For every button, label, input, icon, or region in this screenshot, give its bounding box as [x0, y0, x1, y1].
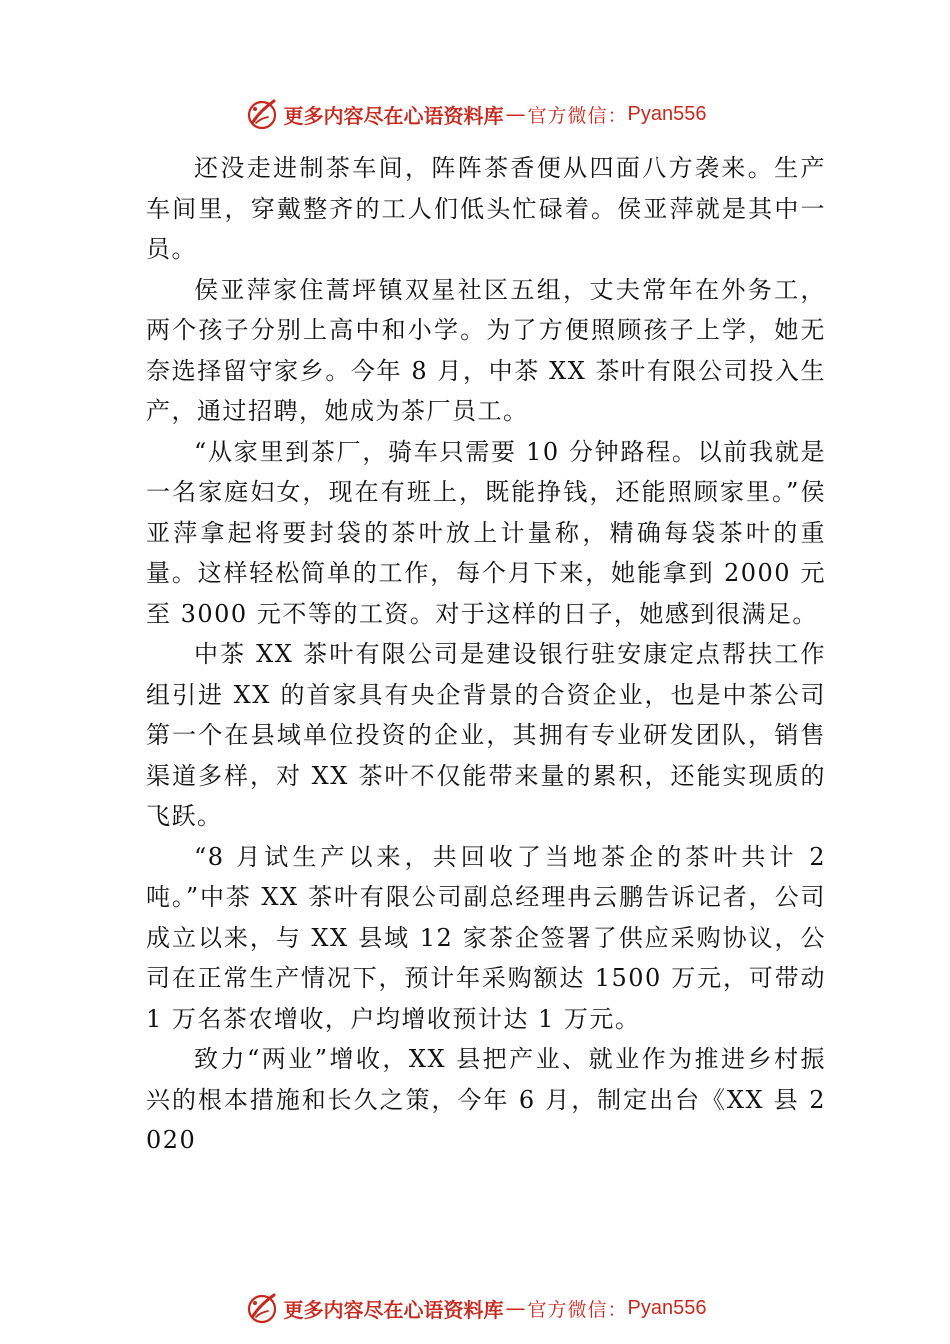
footer-banner: [0, 1288, 950, 1328]
paragraph-1: 还没走进制茶车间，阵阵茶香便从四面八方袭来。生产车间里，穿戴整齐的工人们低头忙碌着。侯亚萍就是其中一员。: [146, 154, 826, 263]
banner-brand-text: 更多内容尽在心语资料库: [283, 103, 504, 128]
banner-dash: —: [505, 1296, 526, 1320]
brush-logo-icon: [244, 96, 280, 132]
banner-wechat-id: Pyan556: [627, 102, 707, 125]
article-body: [146, 148, 826, 1161]
banner-wechat-label: 官方微信：: [527, 104, 628, 127]
paragraph-2: 侯亚萍家住蒿坪镇双星社区五组，丈夫常年在外务工，两个孩子分别上高中和小学。为了方便照顾孩子上学，她无奈选择留守家乡。今年 8 月，中茶 XX 茶叶有限公司投入生产，通过招聘，她成为茶厂员工。: [146, 275, 826, 425]
brush-logo-icon: [244, 1290, 280, 1326]
paragraph-6: 致力“两业”增收，XX 县把产业、就业作为推进乡村振兴的根本措施和长久之策，今年 6 月，制定出台《XX 县 2020: [146, 1045, 826, 1154]
paragraph-4: 中茶 XX 茶叶有限公司是建设银行驻安康定点帮扶工作组引进 XX 的首家具有央企背景的合资企业，也是中茶公司第一个在县域单位投资的企业，其拥有专业研发团队，销售渠道多样，对 XX 茶叶不仅能带来量的累积，还能实现质的飞跃。: [146, 640, 826, 830]
banner-wechat-id: Pyan556: [627, 1296, 707, 1319]
paragraph-5: “8 月试生产以来，共回收了当地茶企的茶叶共计 2 吨。”中茶 XX 茶叶有限公司副总经理冉云鹏告诉记者，公司成立以来，与 XX 县域 12 家茶企签署了供应采购协议，公司在正常生产情况下，预计年采购额达 1500 万元，可带动 1 万名茶农增收，户均增收预计达 1 万元。: [146, 842, 826, 1033]
header-banner: [0, 94, 950, 134]
banner-wechat-label: 官方微信：: [527, 1298, 628, 1321]
banner-dash: —: [505, 102, 526, 126]
paragraph-3: “从家里到茶厂，骑车只需要 10 分钟路程。以前我就是一名家庭妇女，现在有班上，既能挣钱，还能照顾家里。”侯亚萍拿起将要封袋的茶叶放上计量称，精确每袋茶叶的重量。这样轻松简单的工作，每个月下来，她能拿到 2000 元至 3000 元不等的工资。对于这样的日子，她感到很满足。: [146, 437, 826, 628]
banner-brand-text: 更多内容尽在心语资料库: [283, 1297, 504, 1322]
